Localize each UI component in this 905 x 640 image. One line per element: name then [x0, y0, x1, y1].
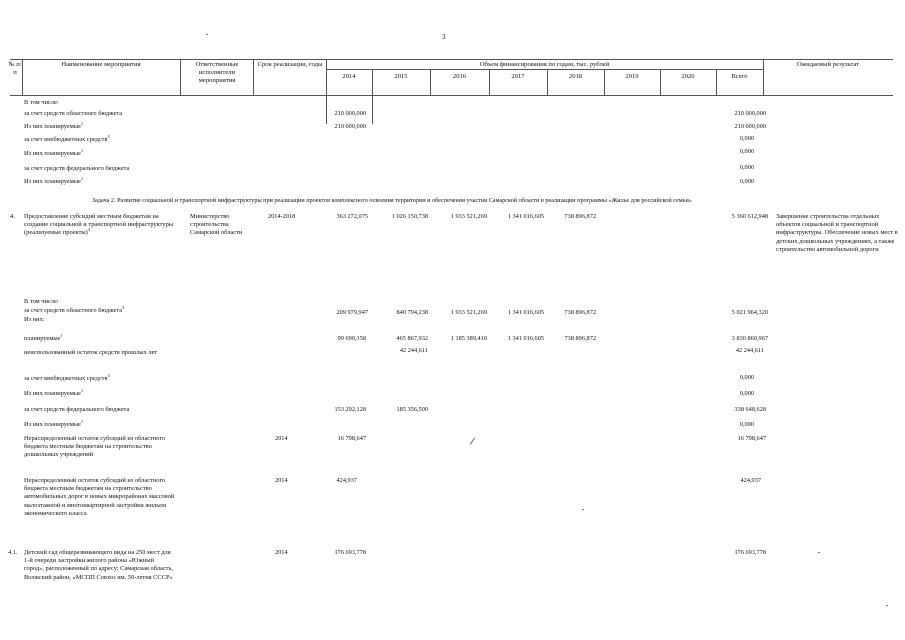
block2-planned-2015: 465 867,932: [396, 335, 428, 342]
block2-undistributed-roads-total: 424,937: [740, 477, 761, 484]
block1-regional-2014: 210 000,000: [334, 110, 366, 117]
block2-planned-2016: 1 185 389,410: [450, 335, 487, 342]
item-4-1-number: 4.1.: [8, 549, 18, 556]
block2-undistributed-roads-label: Нераспределенный остаток субсидий из областного бюджета местным бюджетам на строительство автомобильных дорог в новых микрорайонах массовой малоэтажной и многоквартирной застройки жильем экономического класса: [24, 477, 175, 517]
header-top-border: [10, 59, 893, 60]
block2-federal-planned-total: 0,000: [739, 421, 754, 428]
scan-speck: [886, 605, 888, 606]
block1-extra-planned-label: Из них планируемые$^1$: [24, 148, 84, 157]
header-result: Ожидаемый результат: [796, 61, 860, 68]
block2-planned-total: 3 830 860,967: [731, 335, 768, 342]
block2-regional-2014: 209 979,947: [336, 309, 368, 316]
item-4-2014: 363 272,075: [336, 213, 368, 220]
block2-planned-2017: 1 341 016,605: [507, 335, 544, 342]
page-number: 3: [442, 33, 446, 41]
block2-regional-2017: 1 341 016,605: [507, 309, 544, 316]
scan-speck: [206, 34, 208, 35]
item-4-name: Предоставление субсидий местным бюджетам на создание социальной и транспортной инфраструктуры (реализуемые проекты)$^3$: [24, 213, 174, 237]
finance-subheader-border: [326, 69, 763, 70]
block2-federal-planned-label: Из них планируемые$^1$: [24, 419, 84, 428]
block2-federal-label: за счет средств федерального бюджета: [24, 406, 130, 413]
item-4-2016: 1 933 521,269: [450, 213, 487, 220]
header-finance: Объем финансирования по годам, тыс. рублей: [479, 61, 610, 68]
block1-federal-planned-total: 0,000: [739, 178, 754, 185]
block2-of-them: Из них:: [24, 316, 45, 323]
block2-regional-2015: 840 794,238: [396, 309, 428, 316]
block2-undistributed-preschool-2014: 16 798,647: [337, 435, 366, 442]
block2-regional-total: 5 021 964,320: [731, 309, 768, 316]
header-year-2016: 2016: [452, 73, 467, 80]
block2-undistributed-preschool-total: 16 798,647: [737, 435, 766, 442]
block1-regional-label: за счет средств областного бюджета: [24, 110, 123, 117]
block2-federal-2014: 153 292,128: [334, 406, 366, 413]
block2-unused-total: 42 244,611: [735, 347, 764, 354]
header-year-2017: 2017: [511, 73, 525, 80]
item-4-2015: 1 026 150,738: [391, 213, 428, 220]
block1-regional-planned-label: Из них планируемые$^1$: [24, 121, 84, 130]
block2-planned-2018: 738 896,872: [564, 335, 596, 342]
item-4-number: 4.: [10, 213, 15, 220]
block2-federal-2015: 185 356,500: [396, 406, 428, 413]
block2-undistributed-roads-2014: 424,937: [336, 477, 357, 484]
block2-undistributed-preschool-term: 2014: [275, 435, 288, 442]
task-2-heading: Задача 2. Развитие социальной и транспортной инфраструктуры при реализации проектов комплексного освоения территории и обеспечения участия Самарской области в реализации программы «Жилье для российской семьи»: [92, 197, 692, 204]
scan-pen-mark: [470, 437, 475, 444]
block1-including: В том числе:: [24, 99, 59, 106]
item-4-result: Завершение строительства отдельных объектов социальной и транспортной инфраструктуры. Обеспечение новых мест в детских дошкольных учреждениях, а также строительство автомобильной дороги: [776, 213, 898, 253]
block2-extra-planned-total: 0,000: [739, 390, 754, 397]
header-name: Наименование мероприятия: [61, 61, 141, 68]
block1-regional-total: 210 000,000: [734, 110, 766, 117]
block2-extra-planned-label: Из них планируемые$^1$: [24, 388, 84, 397]
item-4-total: 5 360 612,948: [731, 213, 768, 220]
item-4-term: 2014-2018: [268, 213, 296, 220]
block2-undistributed-preschool-label: Нераспределенный остаток субсидий из областного бюджета местным бюджетам на строительство дошкольных учреждений: [24, 435, 166, 459]
block1-extra-planned-total: 0,000: [739, 148, 754, 155]
header-year-2020: 2020: [681, 73, 695, 80]
block2-planned-label: планируемые$^1$: [24, 333, 63, 342]
item-4-1-total: 176 693,778: [734, 549, 766, 556]
block2-extra-total: 0,000: [739, 374, 754, 381]
scan-speck: [818, 552, 820, 553]
header-year-2018: 2018: [568, 73, 583, 80]
block1-federal-label: за счет средств федерального бюджета: [24, 165, 130, 172]
item-4-2017: 1 341 016,605: [507, 213, 544, 220]
block2-unused-label: неиспользованный остаток средств прошлых лет: [24, 349, 158, 356]
block2-unused-2015: 42 244,611: [399, 347, 428, 354]
header-term: Срок реализации, годы: [257, 61, 323, 68]
scan-speck: [582, 509, 584, 510]
header-year-total: Всего: [731, 73, 748, 80]
item-4-1-name: Детский сад общеразвивающего вида на 250 мест для 1-й очереди застройки жилого района «Южный город», расположенный по адресу: Самарская область, Волжский район, «МСПП Совхоз им. 50-летия СССР»: [24, 549, 173, 581]
block1-extra-total: 0,000: [739, 135, 754, 142]
header-year-2015: 2015: [394, 73, 408, 80]
item-4-1-2014: 176 693,778: [334, 549, 366, 556]
block1-federal-planned-label: Из них планируемые$^1$: [24, 176, 84, 185]
header-year-2019: 2019: [625, 73, 639, 80]
item-4-2018: 738 896,872: [564, 213, 596, 220]
item-4-responsible: Министерство строительства Самарской области: [190, 213, 243, 237]
block1-extra-label: за счет внебюджетных средств$^2$: [24, 134, 110, 143]
block2-including: В том числе:: [24, 298, 59, 305]
block2-undistributed-roads-term: 2014: [275, 477, 288, 484]
header-responsible: Ответственные исполнители мероприятия: [195, 61, 239, 84]
block1-federal-total: 0,000: [739, 164, 754, 171]
block2-regional-2018: 738 896,872: [564, 309, 596, 316]
block2-federal-total: 338 648,628: [734, 406, 766, 413]
block1-planned-total: 210 000,000: [734, 123, 766, 130]
block2-planned-2014: 99 690,158: [337, 335, 366, 342]
header-bottom-border: [10, 95, 893, 96]
block2-extra-label: за счет внебюджетных средств$^3$: [24, 373, 110, 382]
header-num: № п/п: [8, 61, 22, 76]
block1-planned-2014: 210 000,000: [334, 123, 366, 130]
block2-regional-label: за счет средств областного бюджета$^3$: [24, 305, 125, 314]
header-year-2014: 2014: [342, 73, 356, 80]
block2-regional-2016: 1 933 521,269: [450, 309, 487, 316]
item-4-1-term: 2014: [275, 549, 288, 556]
